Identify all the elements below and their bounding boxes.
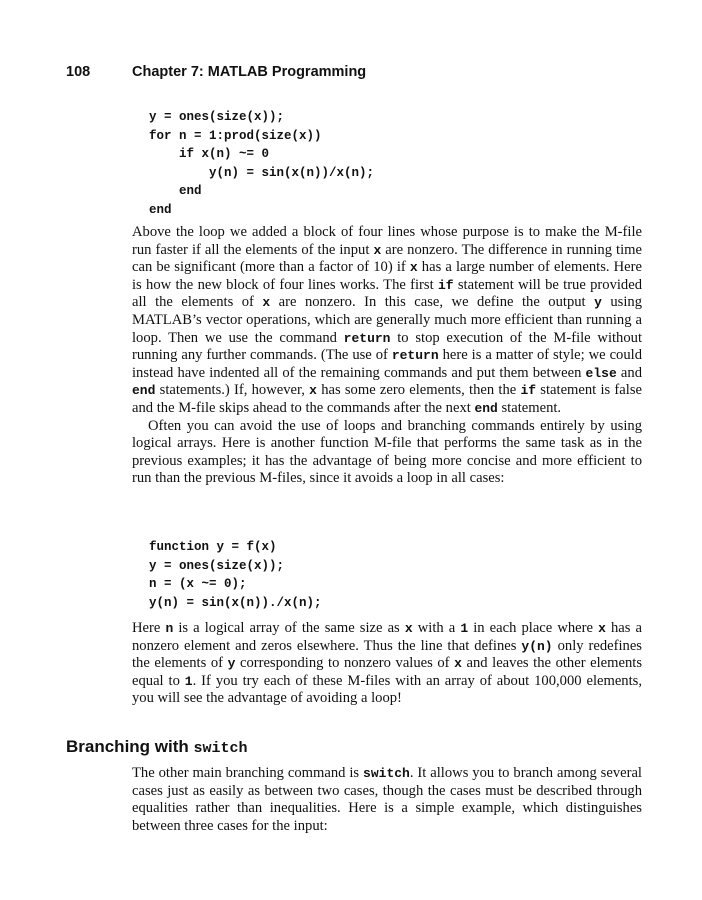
code-block-function: [149, 538, 322, 612]
paragraph-switch-intro: The other main branching command is switch. It allows you to branch among several cases just as easily as between two cases, though the cases must be described through equalities rather than inequalities. Here is a simple example, which distinguishes between three cases for the input:: [132, 765, 642, 834]
code-line: end: [149, 184, 202, 199]
prose-block-1: [132, 224, 642, 488]
paragraph-loop-explanation: Above the loop we added a block of four lines whose purpose is to make the M-file run faster if all the elements of the input x are nonzero. The difference in running time can be significant (more than a factor of 10) if x has a large number of elements. Here is how the new block of four lines works. The first if statement will be true provided all the elements of x are nonzero. In this case, we define the output y using MATLAB’s vector operations, which are generally much more efficient than running a loop. Then we use the command return to stop execution of the M-file without running any further commands. (The use of return here is a matter of style; we could instead have indented all of the remaining commands and put them between else and end statements.) If, however, x has some zero elements, then the if statement is false and the M-file skips ahead to the commands after the next end statement.: [132, 224, 643, 416]
page-number: 108: [66, 64, 91, 80]
section-heading: Branching with switch: [66, 737, 248, 757]
code-line: function y = f(x): [149, 540, 277, 554]
paragraph-logical-explanation: Here n is a logical array of the same size as x with a 1 in each place where x has a nonzero element and zeros elsewhere. Thus the line that defines y(n) only redefines the elements of y corresponding to nonzero values of x and leaves the other elements equal to 1. If you try each of these M-files with an array of about 100,000 elements, you will see the advantage of avoiding a loop!: [132, 620, 642, 707]
code-block-loop: [149, 108, 374, 220]
code-line: n = (x ~= 0);: [149, 577, 247, 592]
prose-block-2: [132, 620, 642, 708]
chapter-title: Chapter 7: MATLAB Programming: [132, 64, 367, 80]
code-line: y(n) = sin(x(n))./x(n);: [149, 595, 322, 610]
running-header: [66, 64, 642, 84]
code-line: y = ones(size(x));: [149, 110, 285, 124]
code-line: if x(n) ~= 0: [149, 147, 270, 162]
code-line: y = ones(size(x));: [149, 558, 285, 573]
paragraph-logical-arrays: Often you can avoid the use of loops and branching commands entirely by using logical arrays. Here is another function M-file that performs the same task as in the previous examples; it has the advantage of being more concise and more efficient to run than the previous M-files, since it avoids a loop in all cases:: [132, 417, 642, 487]
code-line: y(n) = sin(x(n))/x(n);: [149, 165, 375, 180]
code-line: end: [149, 202, 172, 217]
prose-block-3: [132, 765, 642, 835]
code-line: for n = 1:prod(size(x)): [149, 128, 322, 143]
